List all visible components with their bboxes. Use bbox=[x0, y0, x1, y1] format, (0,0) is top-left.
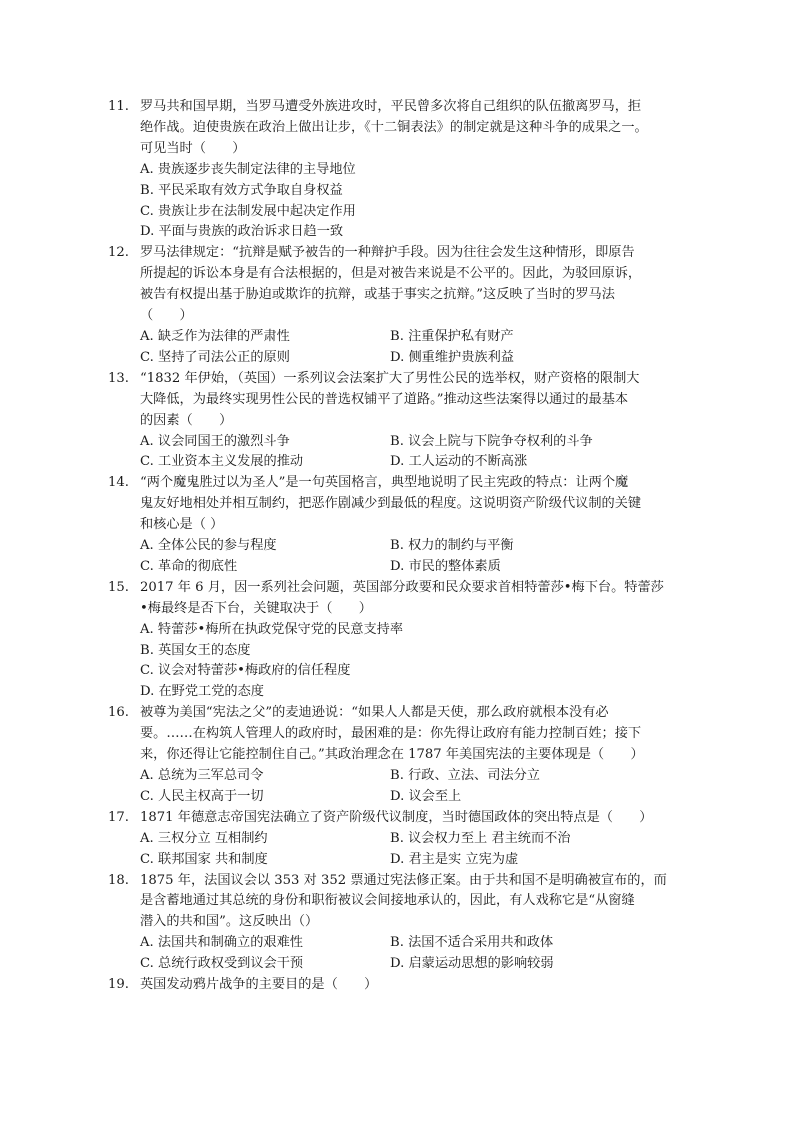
option-row bbox=[140, 181, 688, 202]
answer-option[interactable]: A. 缺乏作为法律的严肃性 bbox=[140, 328, 290, 344]
answer-option[interactable]: D. 工人运动的不断高涨 bbox=[390, 454, 528, 470]
answer-option[interactable]: A. 总统为三军总司令 bbox=[140, 768, 264, 783]
answer-option[interactable]: D. 君主是实 立宪为虚 bbox=[390, 851, 519, 867]
option-row bbox=[140, 452, 688, 473]
question-number: 11. bbox=[108, 99, 129, 114]
question-stem-line: 鬼友好地相处并相互制约，把恶作剧减少到最低的程度。这说明资产阶级代议制的关键 bbox=[140, 496, 642, 512]
question-stem-line: （ ） bbox=[140, 308, 193, 324]
question-item bbox=[108, 975, 688, 996]
answer-option[interactable]: A. 贵族逐步丧失制定法律的主导地位 bbox=[140, 161, 356, 177]
answer-options bbox=[140, 933, 688, 975]
answer-option[interactable]: C. 贵族让步在法制发展中起决定作用 bbox=[140, 203, 356, 219]
answer-option[interactable]: D. 平面与贵族的政治诉求日趋一致 bbox=[140, 224, 344, 240]
answer-options bbox=[140, 432, 688, 474]
option-row bbox=[140, 327, 688, 348]
answer-option[interactable]: D. 议会至上 bbox=[390, 788, 462, 804]
question-number: 14. bbox=[108, 475, 129, 491]
answer-option[interactable]: B. 行政、立法、司法分立 bbox=[390, 768, 540, 783]
answer-option[interactable]: A. 议会同国王的激烈斗争 bbox=[140, 433, 290, 449]
question-stem-line: 2017 年 6 月，因一系列社会问题，英国部分政要和民众要求首相特蕾莎•梅下台。特蕾莎 bbox=[140, 579, 664, 595]
question-stem-line: 潜入的共和国”。这反映出（） bbox=[140, 914, 319, 930]
answer-option[interactable]: B. 平民采取有效方式争取自身权益 bbox=[140, 182, 343, 198]
answer-option[interactable]: D. 侧重维护贵族利益 bbox=[390, 349, 514, 365]
option-row bbox=[140, 160, 688, 181]
question-stem-line: “两个魔鬼胜过以为圣人”是一句英国格言，典型地说明了民主宪政的特点：让两个魔 bbox=[140, 475, 629, 491]
answer-option[interactable]: C. 革命的彻底性 bbox=[140, 558, 238, 574]
question-stem-line: 来，你还得让它能控制住自己。”其政治理念在 1787 年美国宪法的主要体现是（ ） bbox=[140, 747, 644, 763]
question-stem-line: 可见当时（ ） bbox=[140, 140, 246, 156]
question-item bbox=[108, 578, 688, 703]
answer-option[interactable]: A. 全体公民的参与程度 bbox=[140, 538, 277, 554]
question-stem-line: 和核心是（ ） bbox=[140, 517, 224, 533]
option-row bbox=[140, 202, 688, 223]
answer-option[interactable]: B. 注重保护私有财产 bbox=[390, 328, 514, 344]
question-item bbox=[108, 243, 688, 368]
answer-option[interactable]: C. 议会对特蕾莎•梅政府的信任程度 bbox=[140, 663, 351, 679]
question-stem-line: 英国发动鸦片战争的主要目的是（ ） bbox=[140, 977, 378, 993]
question-stem-line: 被告有权提出基于胁迫或欺诈的抗辩，或基于事实之抗辩。”这反映了当时的罗马法 bbox=[140, 287, 615, 303]
answer-option[interactable]: B. 议会权力至上 君主统而不治 bbox=[390, 830, 571, 846]
answer-options bbox=[140, 160, 688, 244]
answer-option[interactable]: C. 坚持了司法公正的原则 bbox=[140, 349, 290, 365]
option-row bbox=[140, 432, 688, 453]
question-number: 15. bbox=[108, 579, 129, 595]
question-stem-line: 是含蓄地通过其总统的身份和职衔被议会间接地承认的，因此，有人戏称它是“从窗缝 bbox=[140, 893, 635, 909]
question-stem-line: 绝作战。迫使贵族在政治上做出让步，《十二铜表法》的制定就是这种斗争的成果之一。 bbox=[140, 119, 648, 135]
answer-option[interactable]: D. 在野党工党的态度 bbox=[140, 684, 264, 700]
option-row bbox=[140, 641, 688, 662]
question-stem-line: 被尊为美国“宪法之父”的麦迪逊说：“如果人人都是天使，那么政府就根本没有必 bbox=[140, 705, 609, 721]
option-row bbox=[140, 682, 688, 703]
question-stem-line: 罗马共和国早期，当罗马遭受外族进攻时，平民曾多次将自己组织的队伍撤离罗马，拒 bbox=[140, 99, 642, 114]
question-number: 17. bbox=[108, 809, 129, 825]
question-item bbox=[108, 808, 688, 871]
answer-option[interactable]: B. 议会上院与下院争夺权利的斗争 bbox=[390, 433, 593, 449]
answer-options bbox=[140, 766, 688, 808]
question-stem-line: 罗马法律规定：“抗辩是赋予被告的一种辩护手段。因为往往会发生这种情形，即原告 bbox=[140, 245, 635, 261]
option-row bbox=[140, 933, 688, 954]
question-stem-line: “1832 年伊始，（英国）一系列议会法案扩大了男性公民的选举权，财产资格的限制大 bbox=[140, 370, 640, 386]
answer-option[interactable]: A. 法国共和制确立的艰难性 bbox=[140, 935, 303, 951]
answer-option[interactable]: C. 工业资本主义发展的推动 bbox=[140, 454, 304, 470]
question-number: 12. bbox=[108, 245, 129, 261]
answer-options bbox=[140, 536, 688, 578]
option-row bbox=[140, 787, 688, 808]
option-row bbox=[140, 661, 688, 682]
option-row bbox=[140, 348, 688, 369]
option-row bbox=[140, 850, 688, 871]
question-item bbox=[108, 97, 688, 243]
question-stem-line: 1875 年，法国议会以 353 对 352 票通过宪法修正案。由于共和国不是明确被宣布的，而 bbox=[140, 872, 667, 888]
answer-option[interactable]: D. 启蒙运动思想的影响较弱 bbox=[390, 956, 554, 972]
question-item bbox=[108, 369, 688, 474]
question-item bbox=[108, 473, 688, 578]
answer-option[interactable]: B. 权力的制约与平衡 bbox=[390, 538, 514, 554]
answer-option[interactable]: A. 特蕾莎•梅所在执政党保守党的民意支持率 bbox=[140, 621, 404, 637]
answer-option[interactable]: C. 人民主权高于一切 bbox=[140, 788, 264, 804]
question-number: 16. bbox=[108, 705, 129, 721]
question-stem-line: 大降低，为最终实现男性公民的普选权铺平了道路。”推动这些法案得以通过的最基本 bbox=[140, 391, 629, 407]
answer-option[interactable]: B. 英国女王的态度 bbox=[140, 642, 251, 658]
question-stem-line: •梅最终是否下台，关键取决于（ ） bbox=[140, 600, 372, 616]
question-list bbox=[108, 97, 688, 996]
question-number: 18. bbox=[108, 872, 129, 888]
option-row bbox=[140, 766, 688, 787]
option-row bbox=[140, 620, 688, 641]
option-row bbox=[140, 954, 688, 975]
question-stem-line: 的因素（ ） bbox=[140, 412, 233, 428]
question-number: 13. bbox=[108, 370, 129, 386]
answer-option[interactable]: D. 市民的整体素质 bbox=[390, 558, 501, 574]
answer-options bbox=[140, 620, 688, 704]
question-item bbox=[108, 871, 688, 976]
question-number: 19. bbox=[108, 977, 129, 993]
answer-options bbox=[140, 829, 688, 871]
option-row bbox=[140, 222, 688, 243]
option-row bbox=[140, 536, 688, 557]
question-item bbox=[108, 703, 688, 808]
answer-option[interactable]: C. 联邦国家 共和制度 bbox=[140, 851, 268, 867]
answer-option[interactable]: B. 法国不适合采用共和政体 bbox=[390, 935, 554, 951]
option-row bbox=[140, 557, 688, 578]
option-row bbox=[140, 829, 688, 850]
question-stem-line: 1871 年德意志帝国宪法确立了资产阶级代议制度，当时德国政体的突出特点是（ ） bbox=[140, 809, 653, 825]
answer-options bbox=[140, 327, 688, 369]
answer-option[interactable]: C. 总统行政权受到议会干预 bbox=[140, 956, 304, 972]
question-stem-line: 要。……在构筑人管理人的政府时，最困难的是：你先得让政府有能力控制百姓；接下 bbox=[140, 726, 642, 742]
answer-option[interactable]: A. 三权分立 互相制约 bbox=[140, 830, 268, 846]
question-stem-line: 所提起的诉讼本身是有合法根据的，但是对被告来说是不公平的。因此，为驳回原诉， bbox=[140, 266, 642, 282]
